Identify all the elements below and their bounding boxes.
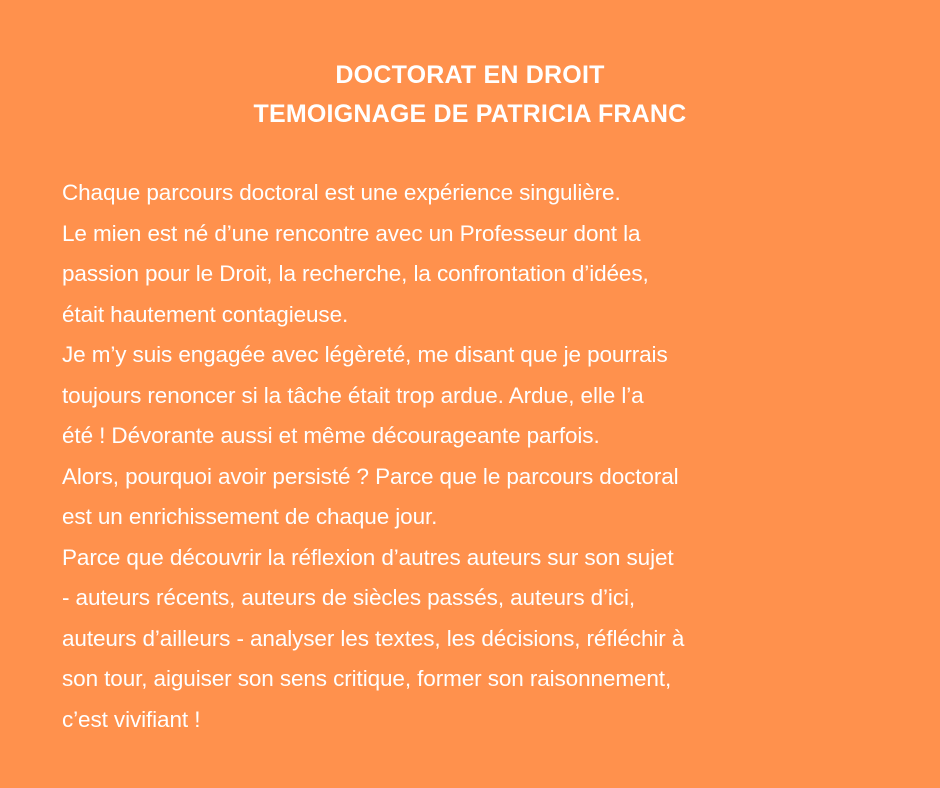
body-line: était hautement contagieuse.: [62, 301, 349, 327]
body-line: c’est vivifiant !: [62, 706, 201, 732]
body-line: été ! Dévorante aussi et même décourageante parfois.: [62, 423, 600, 448]
body-line: est un enrichissement de chaque jour.: [62, 504, 438, 529]
body-line: Le mien est né d’une rencontre avec un Professeur dont la: [62, 220, 641, 246]
body-line: Chaque parcours doctoral est une expérience singulière.: [62, 180, 621, 205]
page-title: [0, 56, 940, 134]
body-line: son tour, aiguiser son sens critique, former son raisonnement,: [62, 666, 672, 691]
body-line: passion pour le Droit, la recherche, la confrontation d’idées,: [62, 261, 649, 286]
body-line: Parce que découvrir la réflexion d’autres auteurs sur son sujet: [62, 544, 674, 570]
body-line: - auteurs récents, auteurs de siècles passés, auteurs d’ici,: [62, 585, 636, 610]
body-line: toujours renoncer si la tâche était trop ardue. Ardue, elle l’a: [62, 382, 644, 408]
body-line: auteurs d’ailleurs - analyser les textes, les décisions, réfléchir à: [62, 625, 685, 651]
testimonial-body: [62, 173, 892, 740]
title-line-2: TEMOIGNAGE DE PATRICIA FRANC: [253, 100, 687, 128]
body-line: Alors, pourquoi avoir persisté ? Parce que le parcours doctoral: [62, 463, 679, 489]
body-line: Je m’y suis engagée avec légèreté, me disant que je pourrais: [62, 342, 668, 367]
title-line-1: DOCTORAT EN DROIT: [335, 61, 605, 89]
